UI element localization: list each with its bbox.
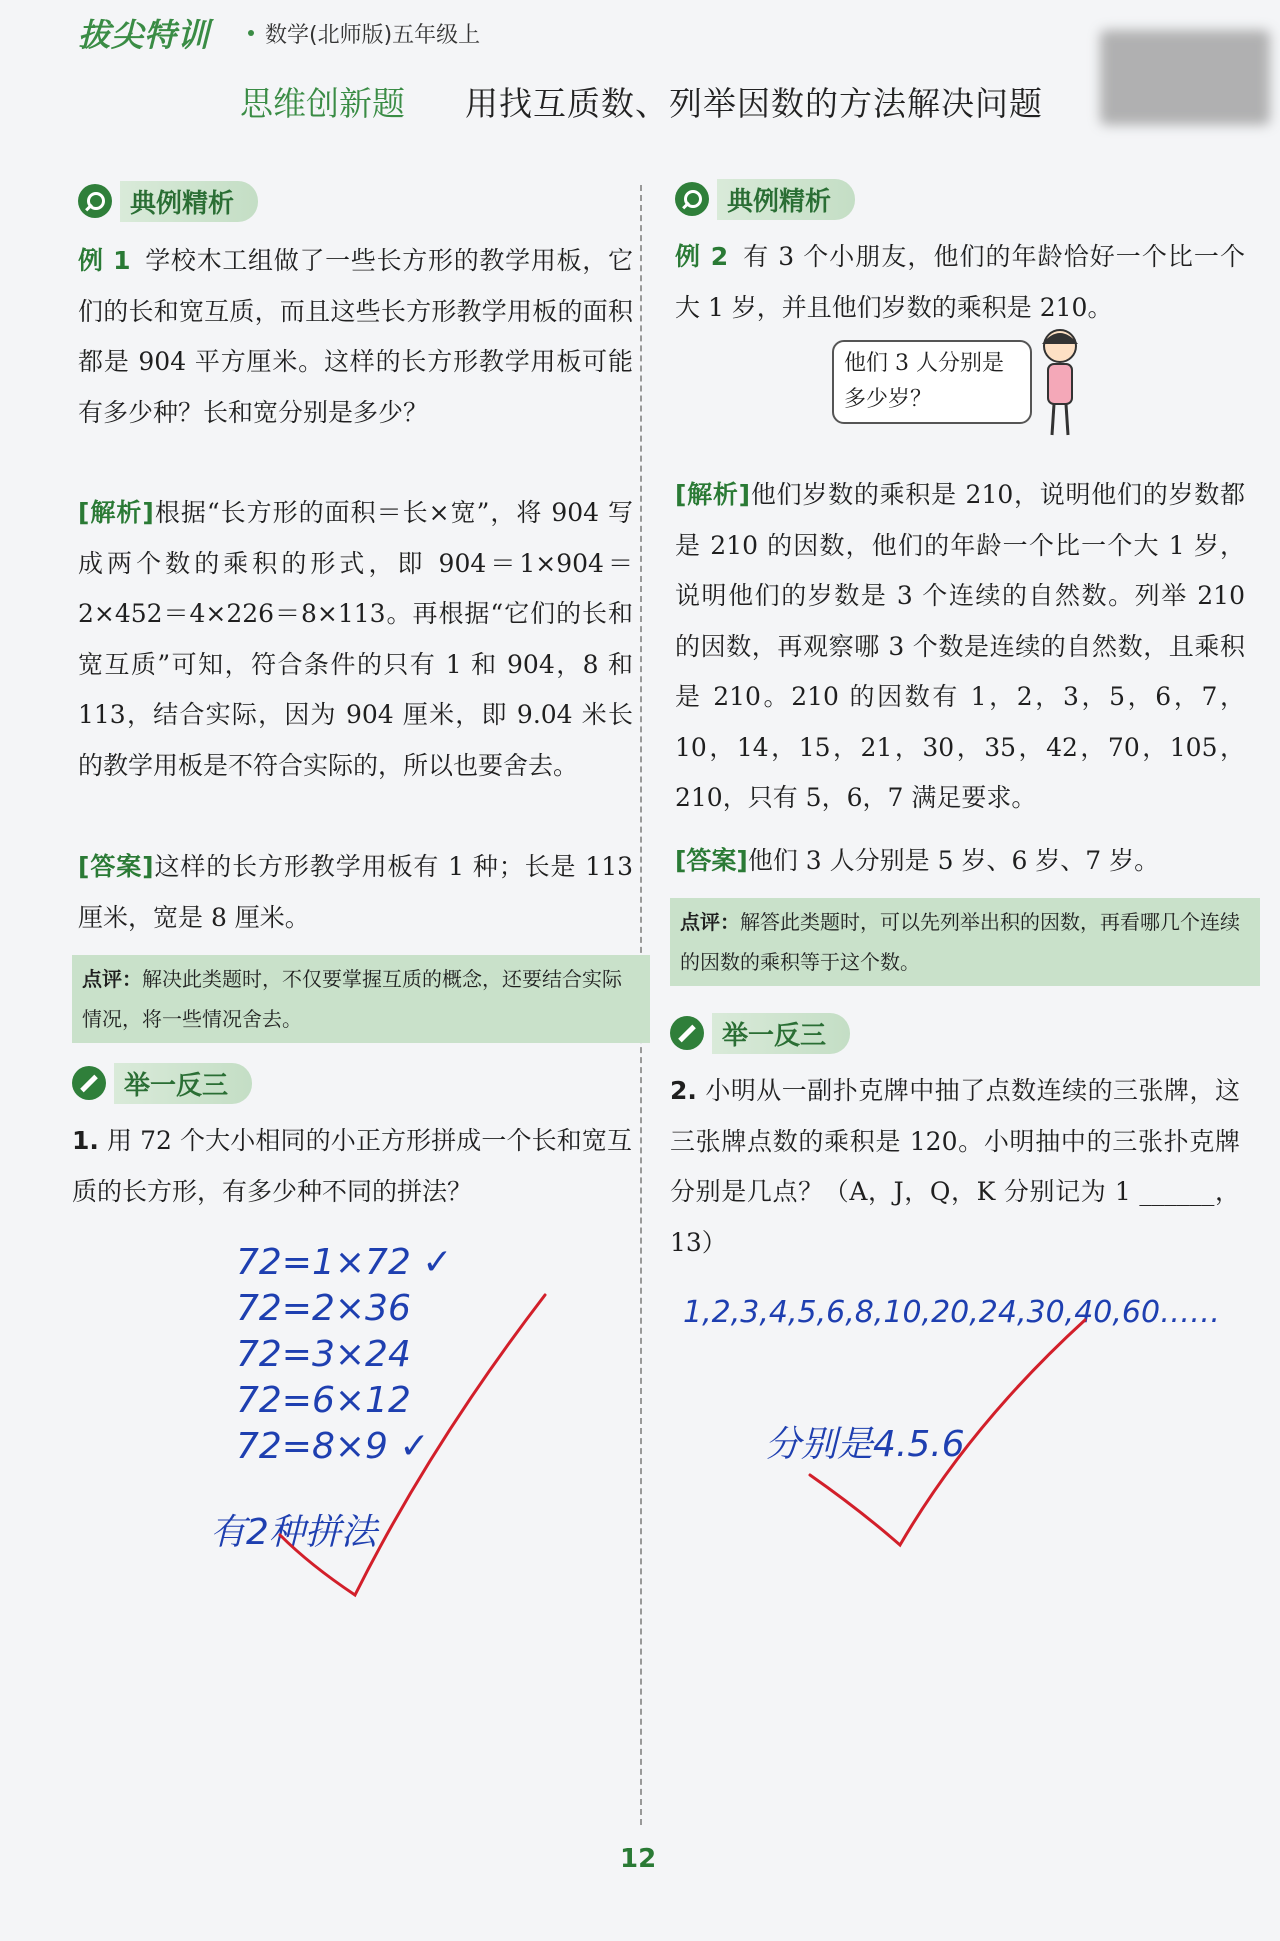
handwritten-work-2: 1,2,3,4,5,6,8,10,20,24,30,40,60……	[683, 1295, 1221, 1330]
bullet-dot	[248, 30, 254, 36]
answer-tag: [答案]	[78, 852, 154, 881]
page-number: 12	[620, 1844, 657, 1874]
section-header-practice-right	[670, 1012, 850, 1054]
girl-illustration	[1030, 320, 1090, 445]
answer-tag: [答案]	[675, 846, 748, 875]
question-2	[670, 1066, 1240, 1268]
speech-bubble: 他们 3 人分别是多少岁？	[832, 340, 1032, 424]
question-text: 用 72 个大小相同的小正方形拼成一个长和宽互质的长方形，有多少种不同的拼法？	[72, 1126, 632, 1206]
example-2	[675, 232, 1245, 333]
section-label: 举一反三	[114, 1063, 252, 1104]
answer-2	[675, 836, 1245, 887]
handwritten-line: 72=3×24	[236, 1334, 411, 1375]
pencil-icon	[670, 1016, 704, 1050]
comment-tag: 点评：	[82, 967, 142, 991]
section-header-examples-left	[78, 180, 258, 222]
answer-text: 他们 3 人分别是 5 岁、6 岁、7 岁。	[747, 846, 1160, 875]
section-label: 典例精析	[120, 181, 258, 222]
handwritten-answer-1: 有2种拼法	[210, 1512, 377, 1553]
section-label: 举一反三	[712, 1013, 850, 1054]
page-category: 思维创新题	[240, 84, 405, 123]
analysis-1	[78, 488, 633, 791]
question-text: 小明从一副扑克牌中抽了点数连续的三张牌，这三张牌点数的乘积是 120。小明抽中的三张扑克牌分别是几点？（A，J，Q，K 分别记为 1 ______，13）	[670, 1076, 1240, 1257]
section-label: 典例精析	[717, 179, 855, 220]
brand-logo: 拔尖特训	[78, 16, 211, 54]
example-1	[78, 236, 633, 438]
question-number: 1.	[72, 1126, 99, 1155]
analysis-text: 他们岁数的乘积是 210，说明他们的岁数都是 210 的因数，他们的年龄一个比一个大 1 岁，说明他们的岁数是 3 个连续的自然数。列举 210 的因数，再观察哪 3 个数是连续的自然数，且乘积是 210。210 的因数有 1，2，3，5，6，7，10，14，15，21，30，35，42，70，105，210，只有 5，6，7 满足要求。	[675, 480, 1245, 812]
question-number: 2.	[670, 1076, 697, 1105]
answer-text: 这样的长方形教学用板有 1 种；长是 113 厘米，宽是 8 厘米。	[78, 852, 634, 932]
example-number: 例 2	[675, 242, 729, 271]
comment-text: 解决此类题时，不仅要掌握互质的概念，还要结合实际情况，将一些情况舍去。	[82, 967, 622, 1031]
section-header-examples-right	[675, 178, 855, 220]
pencil-icon	[72, 1066, 106, 1100]
question-1	[72, 1116, 632, 1217]
comment-tag: 点评：	[680, 910, 740, 934]
handwritten-line: 72=8×9 ✓	[236, 1426, 430, 1467]
red-check-mark-2	[800, 1305, 1100, 1555]
magnifier-icon	[78, 184, 112, 218]
analysis-text: 根据“长方形的面积＝长×宽”，将 904 写成两个数的乘积的形式，即 904＝1×904＝2×452＝4×226＝8×113。再根据“它们的长和宽互质”可知，符合条件的只有 1 和 904，8 和 113，结合实际，因为 904 厘米，即 9.04 米长的教学用板是不符合实际的，所以也要舍去。	[78, 498, 633, 780]
example-text: 学校木工组做了一些长方形的教学用板，它们的长和宽互质，而且这些长方形教学用板的面积都是 904 平方厘米。这样的长方形教学用板可能有多少种？长和宽分别是多少？	[78, 246, 633, 427]
qr-code-image	[1100, 30, 1270, 125]
example-text: 有 3 个小朋友，他们的年龄恰好一个比一个大 1 岁，并且他们岁数的乘积是 210。	[675, 242, 1245, 322]
analysis-tag: [解析]	[675, 480, 751, 509]
comment-text: 解答此类题时，可以先列举出积的因数，再看哪几个连续的因数的乘积等于这个数。	[680, 910, 1240, 974]
handwritten-line: 72=1×72 ✓	[236, 1242, 453, 1283]
answer-1	[78, 842, 633, 943]
handwritten-line: 72=6×12	[236, 1380, 411, 1421]
analysis-tag: [解析]	[78, 498, 154, 527]
section-header-practice-left	[72, 1062, 252, 1104]
handwritten-answer-2: 分别是4.5.6	[765, 1424, 965, 1465]
red-check-mark-1	[270, 1285, 560, 1605]
analysis-2	[675, 470, 1245, 824]
comment-box-2	[670, 898, 1260, 986]
comment-box-1	[72, 955, 650, 1043]
handwritten-line: 72=2×36	[236, 1288, 411, 1329]
subject-label: 数学(北师版)五年级上	[265, 23, 481, 48]
page-title: 用找互质数、列举因数的方法解决问题	[465, 84, 1043, 123]
magnifier-icon	[675, 182, 709, 216]
example-number: 例 1	[78, 246, 131, 275]
